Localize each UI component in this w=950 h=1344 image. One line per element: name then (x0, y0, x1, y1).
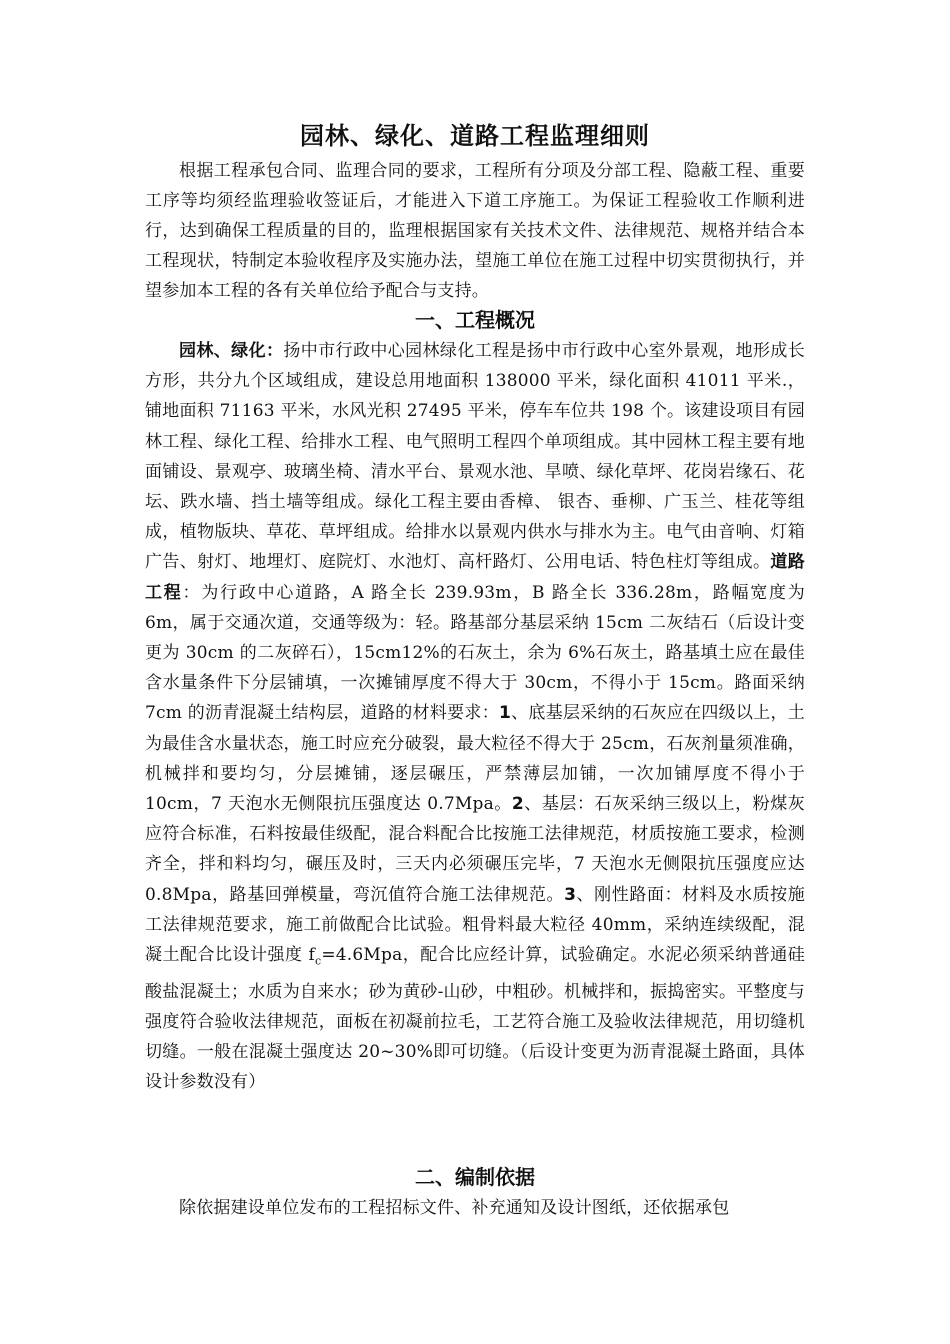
item1-number: 1 (499, 703, 512, 724)
intro-paragraph: 根据工程承包合同、监理合同的要求，工程所有分项及分部工程、隐蔽工程、重要工序等均须经监理验收签证后，才能进入下道工序施工。为保证工程验收工作顺利进行，达到确保工程质量的目的，监理根据国家有关技术文件、法律规范、规格并结合本工程现状，特制定本验收程序及实施办法，望施工单位在施工过程中切实贯彻执行，并望参加本工程的各有关单位给予配合与支持。 (145, 161, 805, 301)
landscape-label: 园林、绿化： (179, 341, 284, 361)
document-title: 园林、绿化、道路工程监理细则 (300, 122, 650, 150)
section-heading-basis: 二、编制依据 (415, 1165, 535, 1189)
item2-text: 、基层：石灰采纳三级以上，粉煤灰应符合标准，石料按最佳级配，混合料配合比按施工法律规范，材质按施工要求，检测齐全，拌和料均匀，碾压及时，三天内必须碾压完毕，7 天泡水无侧限抗压强度应达 0.8Mpa，路基回弹模量，弯沉值符合施工法律规范。 (145, 794, 805, 905)
section-heading-overview: 一、工程概况 (415, 308, 535, 332)
item3-text-rest: =4.6Mpa，配合比应经计算，试验确定。水泥必须采纳普通硅酸盐混凝土；水质为自来水；砂为黄砂-山砂，中粗砂。机械拌和，振捣密实。平整度与强度符合验收法律规范，面板在初凝前拉毛，工艺符合施工及验收法律规范，用切缝机切缝。一般在混凝土强度达 20~30%即可切缝。（后设计变更为沥青混凝土路面，具体设计参数没有） (145, 945, 805, 1093)
item3-text: 、刚性路面：材料及水质按施工法律规范要求，施工前做配合比试验。粗骨料最大粒径 40mm，采纳连续级配，混凝土配合比设计强度 f (145, 884, 805, 966)
item2-number: 2 (511, 794, 524, 815)
item3-subscript: c (314, 954, 322, 968)
overview-paragraph (145, 336, 805, 1097)
road-text: ：为行政中心道路，A 路全长 239.93m，B 路全长 336.28m，路幅宽度为 6m，属于交通次道，交通等级为：轻。路基部分基层采纳 15cm 二灰结石（后设计变更为 30cm 的二灰碎石），15cm12%的石灰土，余为 6%石灰土，路基填土应在最佳含水量条件下分层铺填，一次摊铺厚度不得大于 30cm，不得小于 15cm。路面采纳 7cm 的沥青混凝土结构层，道路的材料要求： (145, 582, 805, 724)
road-label: 道路工程 (145, 552, 805, 603)
landscape-text: 扬中市行政中心园林绿化工程是扬中市行政中心室外景观，地形成长方形，共分九个区域组成，建设总用地面积 138000 平米，绿化面积 41011 平米.，铺地面积 71163 平米，水风光积 27495 平米，停车车位共 198 个。该建设项目有园林工程、绿化工程、给排水工程、电气照明工程四个单项组成。其中园林工程主要有地面铺设、景观亭、玻璃坐椅、清水平台、景观水池、旱喷、绿化草坪、花岗岩缘石、花坛、跌水墙、挡土墙等组成。绿化工程主要由香樟、 银杏、垂柳、广玉兰、桂花等组成，植物版块、草花、草坪组成。给排水以景观内供水与排水为主。电气由音响、灯箱广告、射灯、地埋灯、庭院灯、水池灯、高杆路灯、公用电话、特色柱灯等组成。 (145, 341, 806, 573)
item1-text: 、底基层采纳的石灰应在四级以上，土为最佳含水量状态，施工时应充分破裂，最大粒径不得大于 25cm，石灰剂量须准确，机械拌和要均匀，分层摊铺，逐层碾压，严禁薄层加铺，一次加铺厚度不得小于 10cm，7 天泡水无侧限抗压强度达 0.7Mpa。 (145, 703, 805, 815)
basis-paragraph: 除依据建设单位发布的工程招标文件、补充通知及设计图纸，还依据承包 (179, 1198, 730, 1218)
item3-number: 3 (564, 884, 577, 905)
